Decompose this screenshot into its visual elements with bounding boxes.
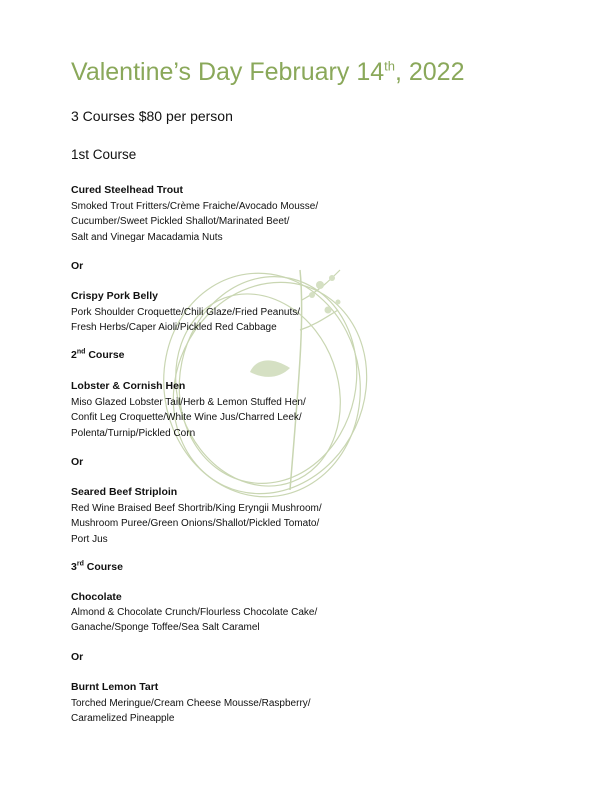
dish-description: Miso Glazed Lobster Tail/Herb & Lemon Stuffed Hen/ Confit Leg Croquette/White Wine Jus/Charred Leek/ Polenta/Turnip/Pickled Corn bbox=[71, 397, 306, 439]
page-title: Valentine’s Day February 14th, 2022 bbox=[71, 58, 465, 86]
or-separator: Or bbox=[71, 260, 84, 272]
or-separator: Or bbox=[71, 651, 84, 663]
course-heading-3: 3rd Course bbox=[71, 560, 123, 573]
price-subtitle: 3 Courses $80 per person bbox=[71, 108, 233, 124]
or-separator: Or bbox=[71, 456, 84, 468]
dish-description: Red Wine Braised Beef Shortrib/King Eryngii Mushroom/ Mushroom Puree/Green Onions/Shallot/Pickled Tomato/ Port Jus bbox=[71, 503, 322, 545]
course-heading-1: 1st Course bbox=[71, 147, 137, 162]
dish-description: Smoked Trout Fritters/Crème Fraiche/Avocado Mousse/ Cucumber/Sweet Pickled Shallot/Marinated Beet/ Salt and Vinegar Macadamia Nuts bbox=[71, 201, 319, 243]
dish-name: Chocolate bbox=[71, 591, 122, 603]
course-heading-2: 2nd Course bbox=[71, 348, 125, 361]
dish-description: Pork Shoulder Croquette/Chili Glaze/Fried Peanuts/ Fresh Herbs/Caper Aioli/Pickled Red Cabbage bbox=[71, 307, 301, 334]
dish-name: Burnt Lemon Tart bbox=[71, 681, 159, 693]
dish-name: Crispy Pork Belly bbox=[71, 290, 158, 302]
dish-name: Cured Steelhead Trout bbox=[71, 184, 184, 196]
dish-description: Almond & Chocolate Crunch/Flourless Chocolate Cake/ Ganache/Sponge Toffee/Sea Salt Caramel bbox=[71, 607, 318, 634]
wreath-sprig-icon bbox=[150, 240, 380, 500]
dish-description: Torched Meringue/Cream Cheese Mousse/Raspberry/ Caramelized Pineapple bbox=[71, 698, 311, 725]
dish-name: Seared Beef Striploin bbox=[71, 486, 178, 498]
dish-name: Lobster & Cornish Hen bbox=[71, 380, 186, 392]
